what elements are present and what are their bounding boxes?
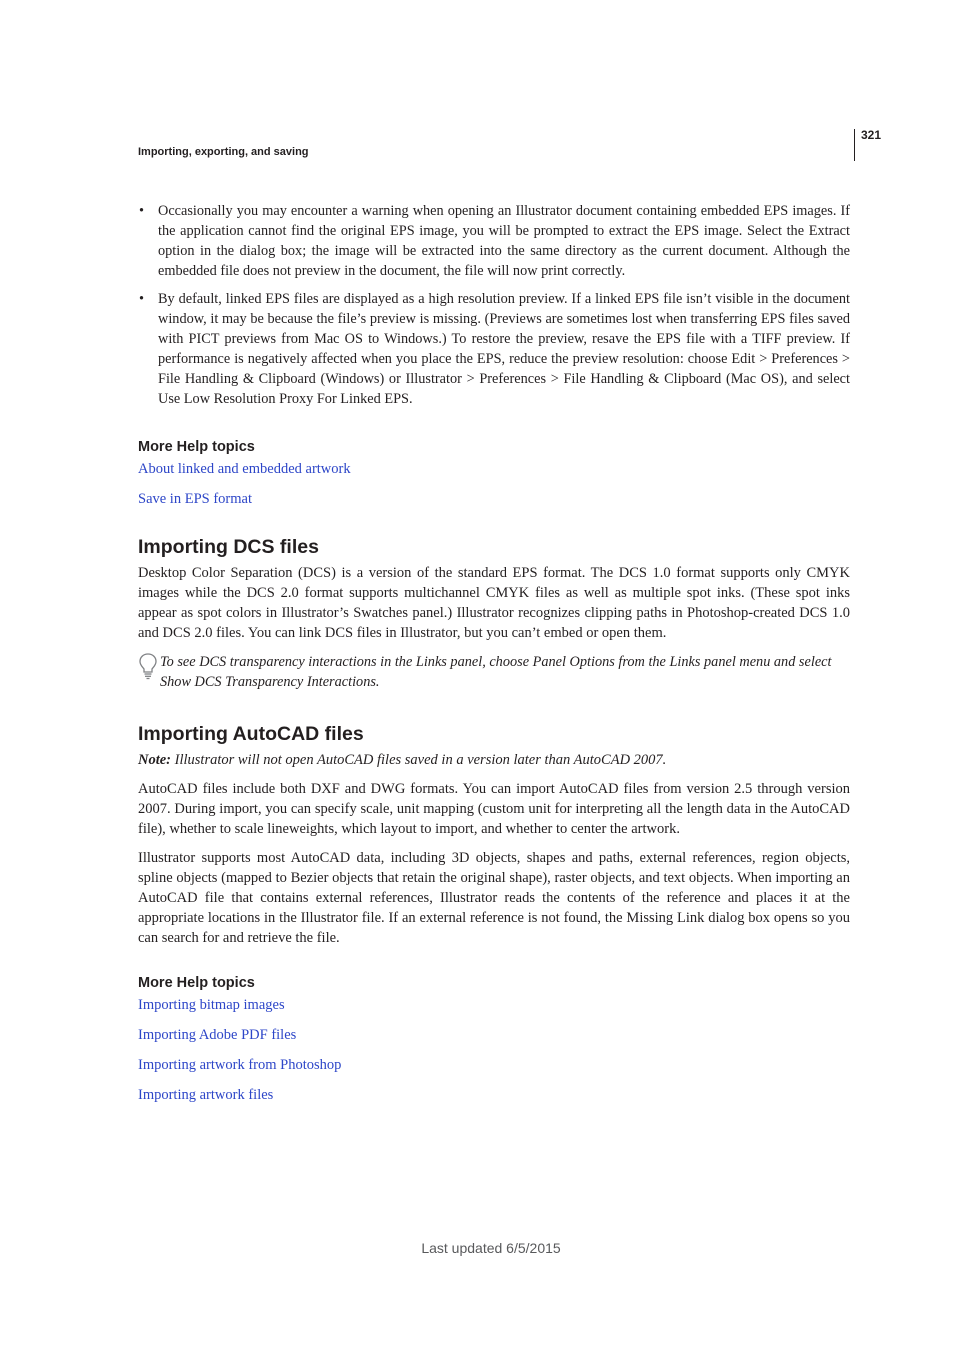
link-importing-artwork[interactable]: Importing artwork files	[138, 1087, 274, 1103]
more-help-heading: More Help topics	[138, 439, 255, 455]
section-heading-autocad: Importing AutoCAD files	[138, 723, 364, 745]
bullet-text: By default, linked EPS files are displayed as a high resolution preview. If a linked EPS file isn’t visible in the document window, it may be because the file’s preview is missing. (Previews are sometimes lost when transferring EPS files saved with PICT previews from Mac OS to Windows.) To restore the preview, resave the EPS file with a TIFF preview. If performance is negatively affected when you place the EPS, reduce the preview resolution: choose Edit > Preferences > File Handling & Clipboard (Windows) or Illustrator > Preferences > File Handling & Clipboard (Mac OS), and select Use Low Resolution Proxy For Linked EPS.	[158, 291, 850, 407]
link-save-eps[interactable]: Save in EPS format	[138, 491, 252, 507]
link-importing-photoshop[interactable]: Importing artwork from Photoshop	[138, 1057, 342, 1073]
bullet-item	[138, 201, 850, 281]
bullet-list	[138, 201, 850, 409]
tip-text: To see DCS transparency interactions in the Links panel, choose Panel Options from the Links panel menu and select Show DCS Transparency Interactions.	[160, 654, 832, 690]
page-number: 321	[861, 128, 882, 142]
autocad-para-2: Illustrator supports most AutoCAD data, including 3D objects, shapes and paths, external references, region objects, spline objects (mapped to Bezier objects that retain the original shape), raster objects, and text objects. When importing an AutoCAD file that contains external references, Illustrator reads the contents of the reference and places it at the appropriate locations in the Illustrator file. If an external reference is not found, the Missing Link dialog box opens so you can search for and retrieve the file.	[138, 850, 850, 946]
link-about-linked-embedded[interactable]: About linked and embedded artwork	[138, 461, 351, 477]
bullet-icon: •	[139, 203, 145, 219]
help-links	[138, 459, 850, 509]
page-content	[138, 201, 850, 1115]
autocad-note	[138, 750, 850, 770]
bullet-icon: •	[139, 291, 145, 307]
bullet-text: Occasionally you may encounter a warning when opening an Illustrator document containing embedded EPS images. If the application cannot find the original EPS image, you will be prompted to extract the EPS image. Select the Extract option in the dialog box; the image will be extracted into the same directory as the current document. Although the embedded file does not preview in the document, the file will now print correctly.	[158, 203, 850, 279]
bullet-item	[138, 289, 850, 409]
autocad-para-1: AutoCAD files include both DXF and DWG formats. You can import AutoCAD files from version 2.5 through version 2007. During import, you can specify scale, unit mapping (custom unit for interpreting all the length data in the AutoCAD file), whether to scale lineweights, which layout to import, and whether to center the artwork.	[138, 781, 850, 837]
page-number-rule	[854, 129, 855, 161]
dcs-body: Desktop Color Separation (DCS) is a version of the standard EPS format. The DCS 1.0 format supports only CMYK images while the DCS 2.0 format supports multichannel CMYK files as well as multiple spot inks. (These spot inks appear as spot colors in Illustrator’s Swatches panel.) Illustrator recognizes clipping paths in Photoshop-created DCS 1.0 and DCS 2.0 files. You can link DCS files in Illustrator, but you can’t embed or open them.	[138, 565, 850, 641]
footer-last-updated: Last updated 6/5/2015	[421, 1240, 561, 1256]
note-text: Illustrator will not open AutoCAD files saved in a version later than AutoCAD 2007.	[171, 752, 667, 768]
link-importing-pdf[interactable]: Importing Adobe PDF files	[138, 1027, 297, 1043]
section-heading-dcs: Importing DCS files	[138, 536, 319, 558]
lightbulb-icon	[138, 652, 158, 686]
running-head: Importing, exporting, and saving	[138, 146, 309, 158]
tip-note	[138, 652, 850, 692]
more-help-heading: More Help topics	[138, 975, 255, 991]
note-label: Note:	[138, 752, 172, 768]
help-links	[138, 995, 850, 1105]
link-importing-bitmap[interactable]: Importing bitmap images	[138, 997, 285, 1013]
